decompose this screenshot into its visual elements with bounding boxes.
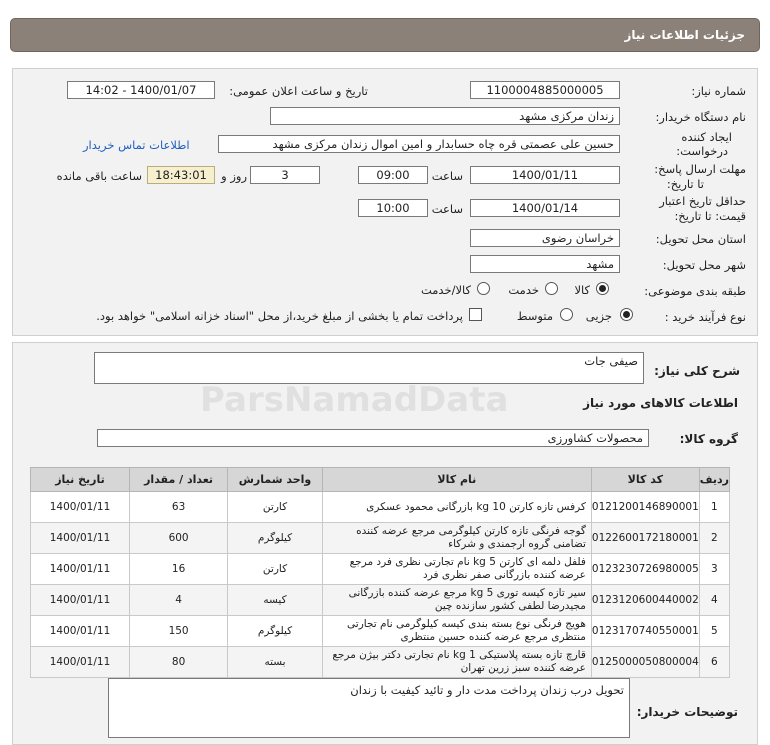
- validity-label-1: حداقل تاریخ اعتبار: [659, 194, 746, 208]
- need-number-field: 1100004885000005: [470, 81, 620, 99]
- cell-date: 1400/01/11: [31, 647, 130, 678]
- validity-date-field: 1400/01/14: [470, 199, 620, 217]
- page-title: جزئیات اطلاعات نیاز: [624, 28, 745, 42]
- cell-name: قارچ تازه بسته پلاستیکی 1 kg نام تجارتی دکتر بیژن مرجع عرضه کننده سبز زرین تهران: [322, 647, 591, 678]
- col-code: کد کالا: [591, 468, 699, 492]
- cell-row: 4: [699, 585, 729, 616]
- cell-code: 0122600172180001: [591, 523, 699, 554]
- cell-date: 1400/01/11: [31, 585, 130, 616]
- treasury-text: پرداخت تمام یا بخشی از مبلغ خرید،از محل "اسناد خزانه اسلامی" خواهد بود.: [96, 309, 463, 323]
- category-goods-service-label: کالا/خدمت: [420, 283, 471, 297]
- process-medium-radio[interactable]: [560, 308, 573, 321]
- contact-info-link[interactable]: اطلاعات تماس خریدار: [83, 138, 190, 152]
- goods-group-label: گروه کالا:: [679, 432, 738, 446]
- cell-row: 2: [699, 523, 729, 554]
- cell-qty: 16: [130, 554, 228, 585]
- summary-label: شرح کلی نیاز:: [654, 364, 740, 378]
- cell-unit: کیلوگرم: [228, 523, 323, 554]
- creator-field: حسین علی عصمتی قره چاه حسابدار و امین اموال زندان مرکزی مشهد: [218, 135, 620, 153]
- cell-unit: کیلوگرم: [228, 616, 323, 647]
- cell-unit: بسته: [228, 647, 323, 678]
- table-row: [31, 523, 730, 554]
- buyer-notes-field: تحویل درب زندان پرداخت مدت دار و تائید کیفیت با زندان: [108, 678, 630, 738]
- cell-qty: 80: [130, 647, 228, 678]
- buyer-org-label: نام دستگاه خریدار:: [655, 110, 746, 124]
- cell-row: 1: [699, 492, 729, 523]
- goods-table: [30, 467, 730, 678]
- goods-group-field: محصولات کشاورزی: [97, 429, 649, 447]
- cell-date: 1400/01/11: [31, 492, 130, 523]
- cell-qty: 150: [130, 616, 228, 647]
- days-remaining-field: 3: [250, 166, 320, 184]
- table-row: [31, 492, 730, 523]
- buyer-org-field: زندان مرکزی مشهد: [270, 107, 620, 125]
- category-label: طبقه بندی موضوعی:: [644, 284, 746, 298]
- city-field: مشهد: [470, 255, 620, 273]
- cell-row: 5: [699, 616, 729, 647]
- table-row: [31, 554, 730, 585]
- validity-time-field: 10:00: [358, 199, 428, 217]
- announce-label: تاریخ و ساعت اعلان عمومی:: [229, 84, 368, 98]
- reply-date-field: 1400/01/11: [470, 166, 620, 184]
- summary-field: صیفی جات: [94, 352, 644, 384]
- cell-row: 6: [699, 647, 729, 678]
- category-goods-radio[interactable]: [596, 282, 609, 295]
- table-row: [31, 647, 730, 678]
- col-date: تاریخ نیاز: [31, 468, 130, 492]
- col-name: نام کالا: [322, 468, 591, 492]
- category-goods-service-radio[interactable]: [477, 282, 490, 295]
- cell-date: 1400/01/11: [31, 616, 130, 647]
- category-goods-label: کالا: [574, 283, 590, 297]
- province-label: استان محل تحویل:: [655, 232, 746, 246]
- reply-deadline-label-2: تا تاریخ:: [666, 177, 704, 191]
- remaining-time-field: 18:43:01: [147, 166, 215, 184]
- cell-name: کرفس تازه کارتن 10 kg بازرگانی محمود عسکری: [322, 492, 591, 523]
- cell-unit: کیسه: [228, 585, 323, 616]
- reply-time-field: 09:00: [358, 166, 428, 184]
- creator-label-1: ایجاد کننده: [681, 130, 732, 144]
- cell-name: فلفل دلمه ای کارتن 5 kg نام تجارتی نظری فرد مرجع عرضه کننده بازرگانی صفر نظری فرد: [322, 554, 591, 585]
- reply-time-label: ساعت: [431, 169, 463, 183]
- table-row: [31, 585, 730, 616]
- announce-field: 1400/01/07 - 14:02: [67, 81, 215, 99]
- cell-qty: 4: [130, 585, 228, 616]
- cell-name: گوجه فرنگی تازه کارتن کیلوگرمی مرجع عرضه کننده تضامنی گروه ارجمندی و شرکاء: [322, 523, 591, 554]
- cell-code: 0121200146890001: [591, 492, 699, 523]
- validity-time-label: ساعت: [431, 202, 463, 216]
- cell-code: 0123170740550001: [591, 616, 699, 647]
- category-service-radio[interactable]: [545, 282, 558, 295]
- days-label: روز و: [221, 169, 247, 183]
- province-field: خراسان رضوی: [470, 229, 620, 247]
- page-header: [10, 18, 760, 52]
- creator-label-2: درخواست:: [676, 144, 728, 158]
- col-qty: تعداد / مقدار: [130, 468, 228, 492]
- table-row: [31, 616, 730, 647]
- need-number-label: شماره نیاز:: [691, 84, 746, 98]
- cell-name: هویج فرنگی نوع بسته بندی کیسه کیلوگرمی نام تجارتی منتظری مرجع عرضه کننده حسین منتظری: [322, 616, 591, 647]
- remaining-time-label: ساعت باقی مانده: [56, 169, 142, 183]
- table-header-row: [31, 468, 730, 492]
- buyer-notes-label: توضیحات خریدار:: [636, 705, 738, 719]
- treasury-checkbox[interactable]: [469, 308, 482, 321]
- process-type-label: نوع فرآیند خرید :: [664, 310, 746, 324]
- cell-name: سیر تازه کیسه توری 5 kg مرجع عرضه کننده بازرگانی مجیدرضا لطفی کشور سازنده چین: [322, 585, 591, 616]
- cell-date: 1400/01/11: [31, 523, 130, 554]
- validity-label-2: قیمت: تا تاریخ:: [674, 209, 746, 223]
- goods-info-title: اطلاعات کالاهای مورد نیاز: [583, 396, 738, 410]
- cell-qty: 63: [130, 492, 228, 523]
- process-minor-radio[interactable]: [620, 308, 633, 321]
- cell-date: 1400/01/11: [31, 554, 130, 585]
- cell-code: 0125000050800004: [591, 647, 699, 678]
- cell-code: 0123230726980005: [591, 554, 699, 585]
- city-label: شهر محل تحویل:: [662, 258, 746, 272]
- cell-unit: کارتن: [228, 492, 323, 523]
- process-minor-label: جزیی: [585, 309, 612, 323]
- cell-qty: 600: [130, 523, 228, 554]
- cell-row: 3: [699, 554, 729, 585]
- category-service-label: خدمت: [508, 283, 539, 297]
- col-row: ردیف: [699, 468, 729, 492]
- col-unit: واحد شمارش: [228, 468, 323, 492]
- cell-code: 0123120600440002: [591, 585, 699, 616]
- reply-deadline-label-1: مهلت ارسال پاسخ:: [654, 162, 746, 176]
- cell-unit: کارتن: [228, 554, 323, 585]
- process-medium-label: متوسط: [516, 309, 553, 323]
